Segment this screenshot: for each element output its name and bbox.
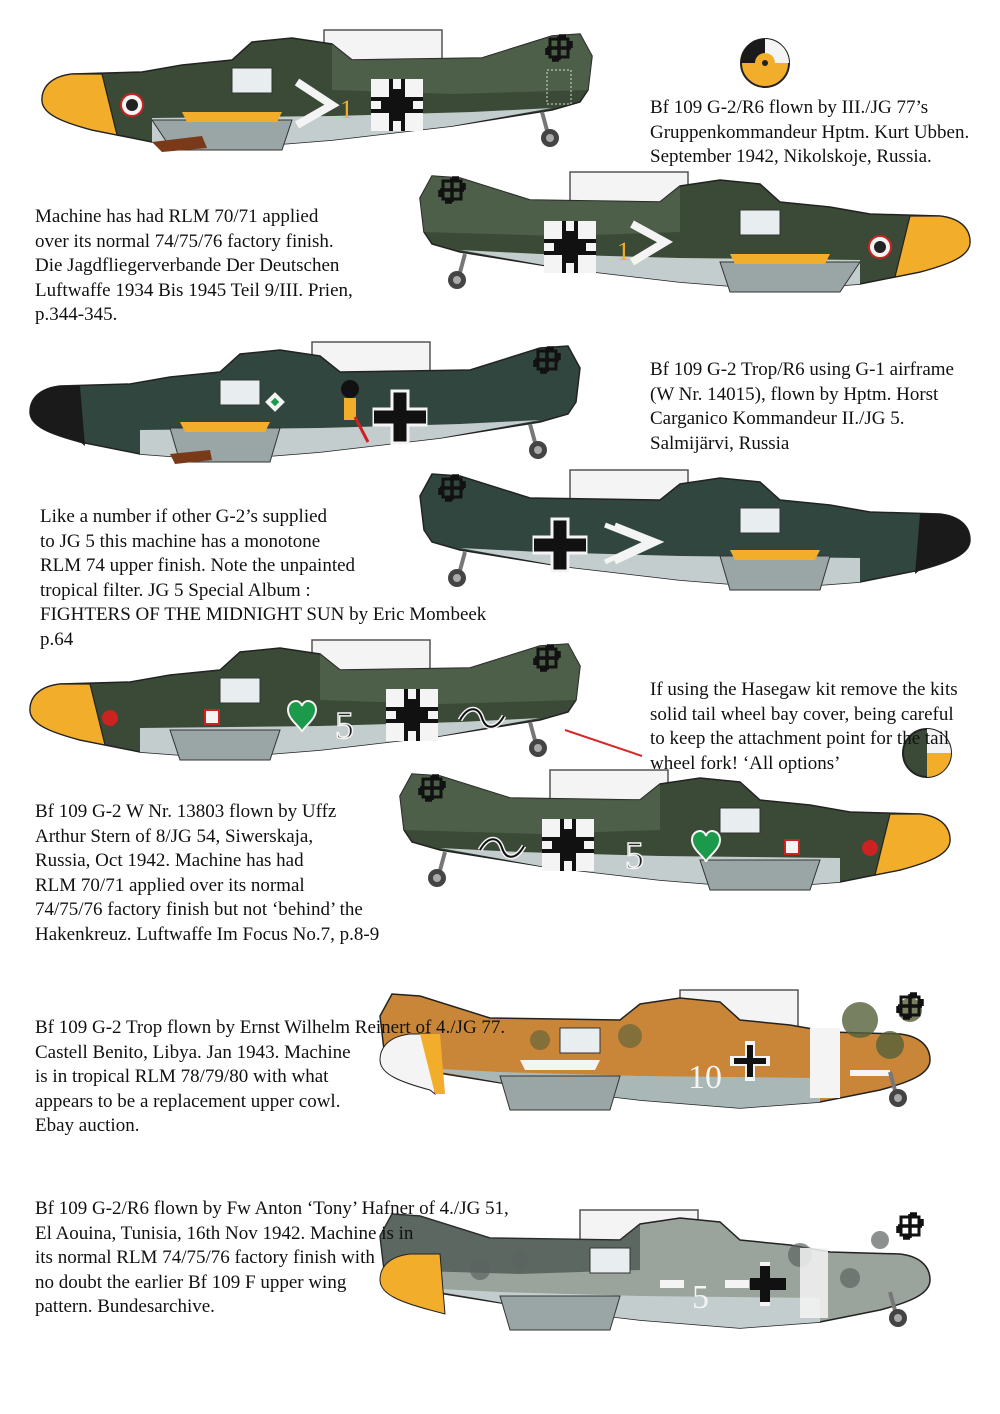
caption-block-4: [40, 505, 486, 652]
caption-line: September 1942, Nikolskoje, Russia.: [650, 146, 932, 167]
caption-line: tropical filter. JG 5 Special Album :: [40, 579, 311, 601]
caption-line: Arthur Stern of 8/JG 54, Siwerskaja,: [35, 825, 314, 847]
caption-line: over its normal 74/75/76 factory finish.: [35, 230, 334, 252]
caption-line: its normal RLM 74/75/76 factory finish with: [35, 1247, 375, 1268]
caption-line: p.344-345.: [35, 304, 118, 325]
caption-line: Ebay auction.: [35, 1115, 140, 1136]
caption-line: to JG 5 this machine has a monotone: [40, 530, 321, 552]
caption-line: solid tail wheel bay cover, being careful: [650, 703, 954, 725]
caption-line: FIGHTERS OF THE MIDNIGHT SUN by Eric Mombeek: [40, 604, 487, 625]
code-number-10: 10: [688, 1059, 722, 1096]
caption-line: Russia, Oct 1942. Machine has had: [35, 850, 304, 871]
caption-line: El Aouina, Tunisia, 16th Nov 1942. Machine is in: [35, 1222, 414, 1244]
caption-line: Machine has had RLM 70/71 applied: [35, 206, 319, 227]
caption-block-6: [35, 800, 379, 947]
code-number-5: 5: [335, 705, 354, 747]
caption-line: Hakenkreuz. Luftwaffe Im Focus No.7, p.8-9: [35, 923, 380, 945]
caption-line: RLM 74 upper finish. Note the unpainted: [40, 555, 356, 576]
code-number-5-hafner: 5: [692, 1279, 709, 1316]
caption-line: Like a number if other G-2’s supplied: [40, 506, 328, 527]
caption-line: Gruppenkommandeur Hptm. Kurt Ubben.: [650, 121, 970, 143]
caption-line: appears to be a replacement upper cowl.: [35, 1090, 341, 1112]
caption-line: p.64: [40, 628, 74, 650]
caption-line: Bf 109 G-2 Trop/R6 using G-1 airframe: [650, 359, 954, 380]
caption-line: 74/75/76 factory finish but not ‘behind’ the: [35, 899, 363, 920]
code-number-5-starboard: 5: [625, 835, 644, 877]
caption-line: Bf 109 G-2/R6 flown by Fw Anton ‘Tony’ Hafner of 4./JG 51,: [35, 1198, 509, 1219]
caption-block-2: [35, 205, 353, 328]
caption-line: Die Jagdfliegerverbande Der Deutschen: [35, 255, 340, 276]
caption-block-8: [35, 1197, 509, 1320]
caption-line: RLM 70/71 applied over its normal: [35, 874, 305, 896]
caption-block-1: [650, 96, 969, 170]
caption-line: Bf 109 G-2/R6 flown by III./JG 77’s: [650, 97, 929, 118]
caption-line: is in tropical RLM 78/79/80 with what: [35, 1066, 329, 1087]
caption-line: Carganico Kommandeur II./JG 5.: [650, 408, 905, 429]
caption-line: Castell Benito, Libya. Jan 1943. Machine: [35, 1041, 351, 1063]
caption-line: Bf 109 G-2 W Nr. 13803 flown by Uffz: [35, 801, 337, 822]
caption-line: to keep the attachment point for the tail: [650, 728, 950, 749]
svg-text:1: 1: [617, 237, 630, 266]
caption-line: Bf 109 G-2 Trop flown by Ernst Wilhelm Reinert of 4./JG 77.: [35, 1017, 506, 1038]
caption-line: pattern. Bundesarchive.: [35, 1296, 215, 1317]
caption-line: wheel fork! ‘All options’: [650, 752, 841, 774]
caption-line: no doubt the earlier Bf 109 F upper wing: [35, 1271, 347, 1293]
caption-line: (W Nr. 14015), flown by Hptm. Horst: [650, 383, 939, 405]
caption-block-5: [650, 678, 958, 776]
caption-line: If using the Hasegaw kit remove the kits: [650, 679, 958, 700]
caption-line: Luftwaffe 1934 Bis 1945 Teil 9/III. Prien,: [35, 279, 353, 301]
caption-block-7: [35, 1016, 505, 1139]
caption-block-3: [650, 358, 954, 456]
caption-line: Salmijärvi, Russia: [650, 432, 790, 454]
svg-text:1: 1: [340, 95, 353, 124]
